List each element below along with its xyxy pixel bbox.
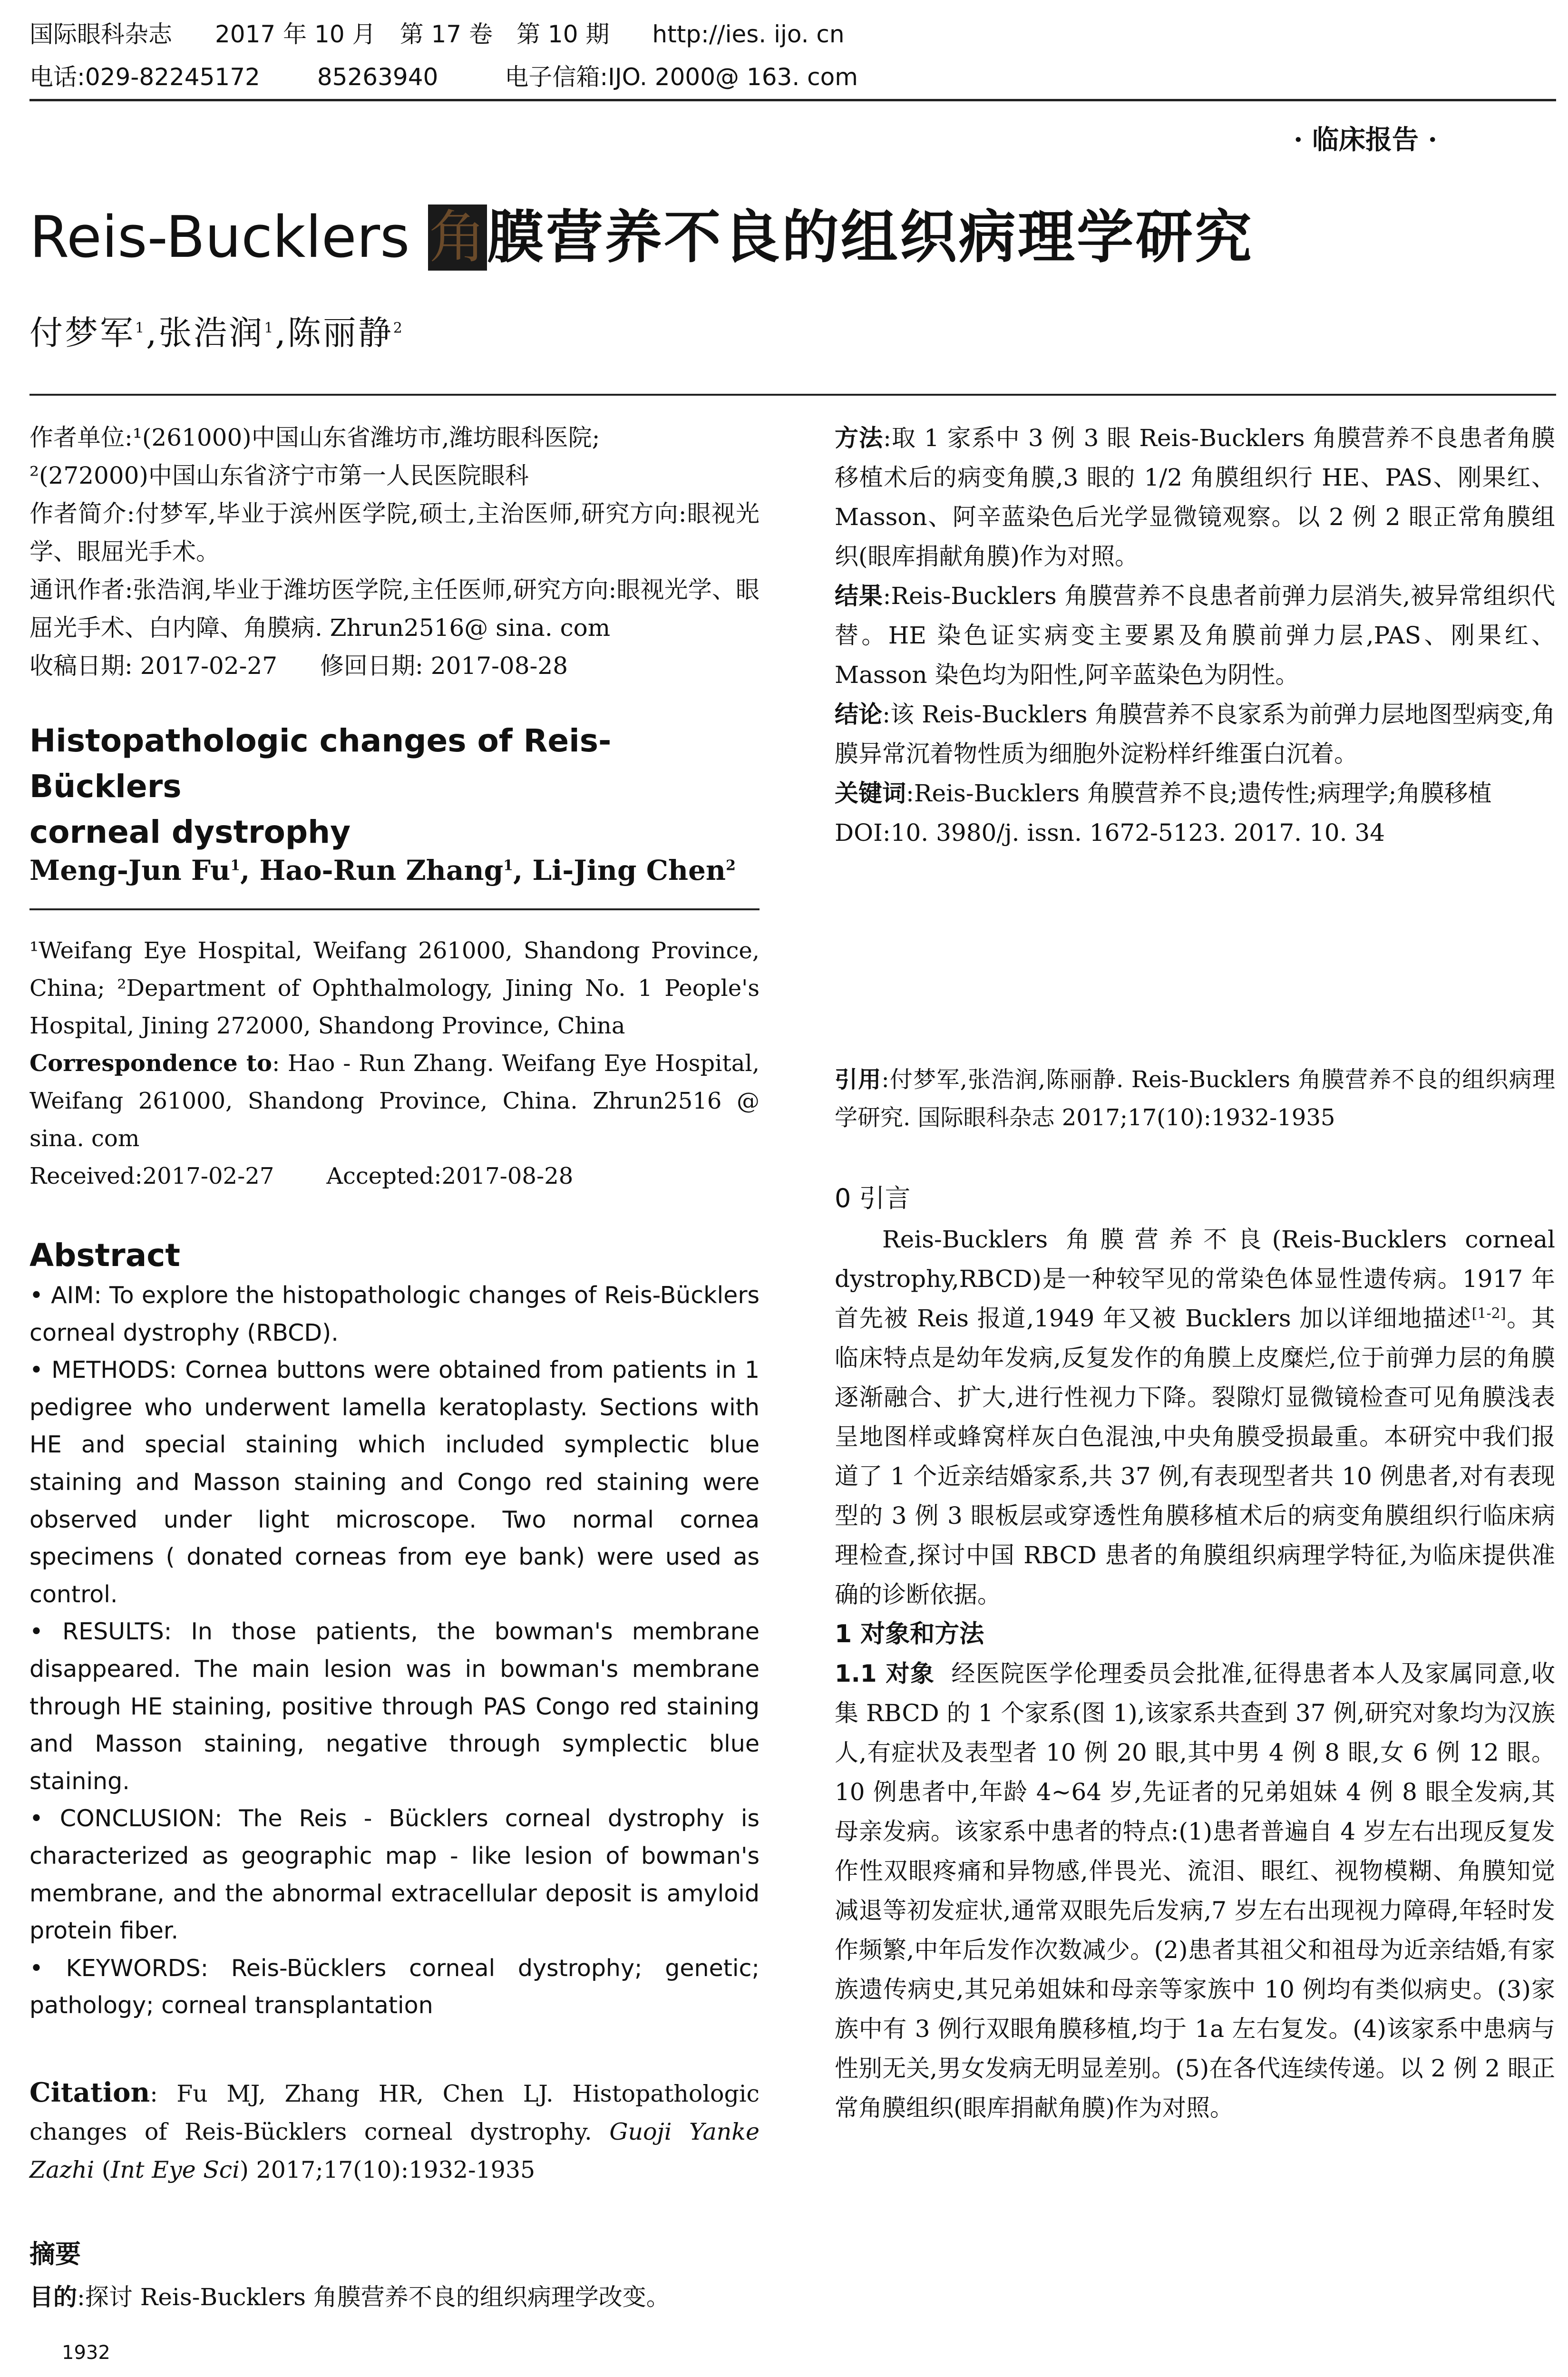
english-dates <box>29 1158 760 1195</box>
dates <box>29 647 760 685</box>
accepted-date-en: Accepted:2017-08-28 <box>326 1163 574 1189</box>
english-affiliation-block <box>29 932 760 1195</box>
intro-paragraph <box>835 1220 1555 1615</box>
cn-results <box>835 576 1555 695</box>
english-affiliations: ¹Weifang Eye Hospital, Weifang 261000, Shandong Province, China; ²Department of Ophthalmology, Jining No. 1 People's Hospital, Jining 272000, Shandong Province, China <box>29 937 760 1039</box>
citation-cn <box>835 1061 1555 1137</box>
cn-citation-label: 引用 <box>835 1066 882 1093</box>
section-tag: · 临床报告 · <box>1294 124 1437 156</box>
title-cn: 膜营养不良的组织病理学研究 <box>487 205 1254 271</box>
english-title <box>29 718 762 855</box>
subjects-label: 1.1 对象 <box>835 1660 935 1687</box>
volume: 第 17 卷 <box>399 20 493 48</box>
abstract-heading: Abstract <box>29 1237 180 1274</box>
cn-methods <box>835 419 1555 576</box>
cn-keywords-label: 关键词 <box>835 779 906 807</box>
citation-journal: Guoji Yanke Zazhi <box>29 2118 760 2183</box>
running-header-line-1 <box>29 20 845 49</box>
methods-heading: 1 对象和方法 <box>835 1620 984 1648</box>
author-2-affil: 1 <box>264 320 275 337</box>
citation-label: Citation <box>29 2077 150 2108</box>
author-3-affil: 2 <box>393 320 404 337</box>
cn-conclusion-text: :该 Reis-Bucklers 角膜营养不良家系为前弹力层地图型病变,角膜异常沉着物性质为细胞外淀粉样纤维蛋白沉着。 <box>835 701 1555 768</box>
header-rule <box>29 99 1556 101</box>
en-author-2: Hao-Run Zhang <box>259 854 504 887</box>
cn-aim-text: :探讨 Reis-Bucklers 角膜营养不良的组织病理学改变。 <box>77 2283 670 2311</box>
citation-text-2: ( <box>94 2156 111 2183</box>
journal-email: 电子信箱:IJO. 2000@ 163. com <box>505 63 858 91</box>
author-1-affil: 1 <box>135 320 146 337</box>
author-info-block <box>29 419 760 685</box>
authors-cn: 付梦军$^1$,张浩润$^1$,陈丽静$^2$ <box>29 313 404 352</box>
cn-results-text: :Reis-Bucklers 角膜营养不良患者前弹力层消失,被异常组织代替。HE 染色证实病变主要累及角膜前弹力层,PAS、刚果红、Masson 染色均为阳性,阿辛蓝染色为阴性。 <box>835 582 1556 689</box>
methods-subjects <box>835 1654 1555 2128</box>
running-header-line-2 <box>29 63 858 91</box>
journal-phone: 电话:029-82245172 <box>29 63 260 91</box>
cn-results-label: 结果 <box>835 582 883 610</box>
author-2: 张浩润 <box>158 313 264 352</box>
cn-abstract-aim <box>29 2278 760 2316</box>
page-number: 1932 <box>62 2342 110 2364</box>
abstract-conclusion: • CONCLUSION: The Reis - Bücklers corneal dystrophy is characterized as geographic map - like lesion of bowman's membrane, and the abnormal extracellular deposit is amyloid protein fiber. <box>29 1805 760 1945</box>
intro-text-2: 。其临床特点是幼年发病,反复发作的角膜上皮糜烂,位于前弹力层的角膜逐渐融合、扩大,进行性视力下降。裂隙灯显微镜检查可见角膜浅表呈地图样或蜂窝样灰白色混浊,中央角膜受损最重。本研究中我们报道了 1 个近亲结婚家系,共 37 例,有表现型者共 10 例患者,对有表现型的 3 例 3 眼板层或穿透性角膜移植术后的病变角膜组织行临床病理检查,探讨中国 RBCD 患者的角膜组织病理学特征,为临床提供准确的诊断依据。 <box>835 1305 1556 1608</box>
english-authors-rule <box>29 908 760 910</box>
title-latin: Reis-Bucklers <box>29 205 410 271</box>
cn-methods-label: 方法 <box>835 424 884 452</box>
citation-en <box>29 2074 760 2189</box>
intro-heading: 0 引言 <box>835 1183 911 1213</box>
cn-conclusion-label: 结论 <box>835 701 883 728</box>
affiliation-1: 作者单位:¹(261000)中国山东省潍坊市,潍坊眼科医院; <box>29 424 600 451</box>
abstract-body <box>29 1277 760 2025</box>
affiliation-2: ²(272000)中国山东省济宁市第一人民医院眼科 <box>29 462 529 489</box>
cn-conclusion <box>835 695 1555 774</box>
cn-abstract-body <box>835 419 1555 853</box>
subjects-text: 经医院医学伦理委员会批准,征得患者本人及家属同意,收集 RBCD 的 1 个家系(图 1),该家系共查到 37 例,研究对象均为汉族人,有症状及表型者 10 例 20 眼,其中男 4 例 8 眼,女 6 例 12 眼。10 例患者中,年龄 4~64 岁,先证者的兄弟姐妹 4 例 8 眼全发病,其母亲发病。该家系中患者的特点:(1)患者普遍自 4 岁左右出现反复发作性双眼疼痛和异物感,伴畏光、流泪、眼红、视物模糊、角膜知觉减退等初发症状,通常双眼先后发病,7 岁左右出现视力障碍,年轻时发作频繁,中年后发作次数减少。(2)患者其祖父和祖母为近亲结婚,有家族遗传病史,其兄弟姐妹和母亲等家族中 10 例均有类似病史。(3)家族中有 3 例行双眼角膜移植,均于 1a 左右复发。(4)该家系中患病与性别无关,男女发病无明显差别。(5)在各代连续传递。以 2 例 2 眼正常角膜组织(眼库捐献角膜)作为对照。 <box>835 1660 1555 2122</box>
english-authors: Meng-Jun Fu$^1$, Hao-Run Zhang$^1$, Li-Jing Chen$^2$ <box>29 854 736 887</box>
abstract-aim: • AIM: To explore the histopathologic changes of Reis-Bücklers corneal dystrophy (RBCD). <box>29 1282 760 1346</box>
cn-keywords <box>835 774 1555 813</box>
author-1: 付梦军 <box>29 313 135 352</box>
intro-body <box>835 1220 1555 2128</box>
english-title-line-1: Histopathologic changes of Reis-Bücklers <box>29 722 612 805</box>
journal-phone-2: 85263940 <box>317 63 438 91</box>
abstract-keywords: • KEYWORDS: Reis-Bücklers corneal dystrophy; genetic; pathology; corneal transplantation <box>29 1954 760 2019</box>
issue-number: 第 10 期 <box>516 20 610 48</box>
received-date-cn: 收稿日期: 2017-02-27 <box>29 652 278 680</box>
citation-text-3: ) 2017;17(10):1932-1935 <box>239 2156 536 2183</box>
intro-reference: [1-2] <box>1471 1305 1506 1322</box>
cn-methods-text: :取 1 家系中 3 例 3 眼 Reis-Bucklers 角膜营养不良患者角膜移植术后的病变角膜,3 眼的 1/2 角膜组织行 HE、PAS、刚果红、Masson、阿辛蓝染色后光学显微镜观察。以 2 例 2 眼正常角膜组织(眼库捐献角膜)作为对照。 <box>835 424 1555 570</box>
english-correspondence <box>29 1045 760 1158</box>
corresponding-author: 通讯作者:张浩润,毕业于潍坊医学院,主任医师,研究方向:眼视光学、眼屈光手术、白内障、角膜病. Zhrun2516@ sina. com <box>29 576 760 642</box>
citation-journal-en: Int Eye Sci <box>111 2156 240 2183</box>
title-rule <box>29 394 1556 396</box>
revised-date-cn: 修回日期: 2017-08-28 <box>320 652 568 680</box>
abstract-results: • RESULTS: In those patients, the bowman's membrane disappeared. The main lesion was in bowman's membrane through HE staining, positive through PAS Congo red staining and Masson staining, negative through symplectic blue staining. <box>29 1618 760 1795</box>
en-author-3-affil: 2 <box>726 857 736 874</box>
abstract-methods: • METHODS: Cornea buttons were obtained from patients in 1 pedigree who underwent lamella keratoplasty. Sections with HE and special staining which included symplectic blue staining and Masson staining and Congo red staining were observed under light microscope. Two normal cornea specimens ( donated corneas from eye bank) were used as control. <box>29 1356 760 1608</box>
en-author-1-affil: 1 <box>230 857 241 874</box>
cn-abstract-heading: 摘要 <box>29 2239 81 2269</box>
author-bio: 作者简介:付梦军,毕业于滨州医学院,硕士,主治医师,研究方向:眼视光学、眼屈光手术。 <box>29 500 760 565</box>
journal-url: http://ies. ijo. cn <box>652 20 845 48</box>
correspondence-text: : Hao - Run Zhang. Weifang Eye Hospital, Weifang 261000, Shandong Province, China. Zhrun2516 @ sina. com <box>29 1050 760 1152</box>
author-3: 陈丽静 <box>287 313 393 352</box>
doi: DOI:10. 3980/j. issn. 1672-5123. 2017. 10. 34 <box>835 819 1385 847</box>
en-author-1: Meng-Jun Fu <box>29 854 231 887</box>
cn-citation-text: :付梦军,张浩润,陈丽静. Reis-Bucklers 角膜营养不良的组织病理学研究. 国际眼科杂志 2017;17(10):1932-1935 <box>835 1066 1555 1131</box>
en-author-2-affil: 1 <box>503 857 514 874</box>
cn-keywords-text: :Reis-Bucklers 角膜营养不良;遗传性;病理学;角膜移植 <box>906 779 1492 807</box>
english-title-line-2: corneal dystrophy <box>29 814 351 850</box>
journal-name: 国际眼科杂志 <box>29 20 172 48</box>
article-title <box>29 202 1254 273</box>
issue-date: 2017 年 10 月 <box>215 20 376 48</box>
received-date-en: Received:2017-02-27 <box>29 1163 274 1189</box>
cn-aim-label: 目的 <box>29 2283 77 2311</box>
title-boxed-char: 角 <box>429 205 486 271</box>
citation-text: : Fu MJ, Zhang HR, Chen LJ. Histopathologic changes of Reis-Bücklers corneal dystrophy. <box>29 2080 760 2145</box>
en-author-3: Li-Jing Chen <box>532 854 726 887</box>
intro-text-1: Reis-Bucklers 角膜营养不良(Reis-Bucklers corneal dystrophy,RBCD)是一种较罕见的常染色体显性遗传病。1917 年首先被 Reis 报道,1949 年又被 Bucklers 加以详细地描述 <box>835 1226 1555 1332</box>
correspondence-label: Correspondence to <box>29 1050 273 1077</box>
